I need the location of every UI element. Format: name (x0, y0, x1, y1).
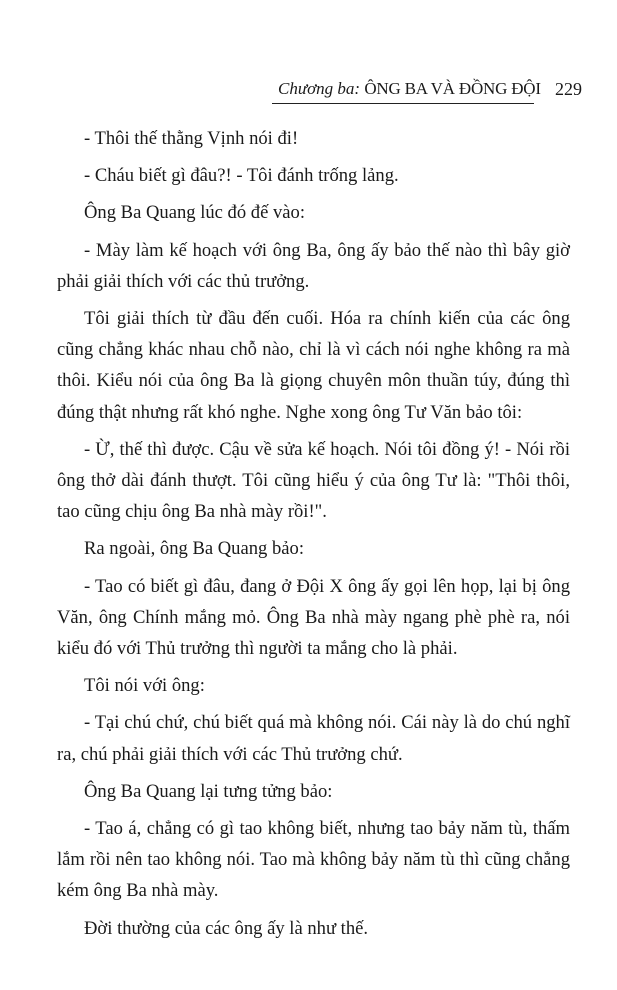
header-rule (272, 103, 534, 104)
paragraph-8: - Tao có biết gì đâu, đang ở Đội X ông ấy gọi lên họp, lại bị ông Văn, ông Chính mắng mỏ. Ông Ba nhà mày ngang phè phè ra, nói kiểu đó với Thủ trưởng thì người ta mắng cho là phải. (57, 575, 570, 660)
running-title (278, 78, 541, 100)
paragraph-10: - Tại chú chứ, chú biết quá mà không nói. Cái này là do chú nghĩ ra, chú phải giải thích với các Thủ trưởng chứ. (57, 712, 570, 765)
page-number: 229 (555, 79, 582, 99)
chapter-name: ÔNG BA VÀ ĐỒNG ĐỘI (364, 79, 541, 98)
paragraph-13: Đời thường của các ông ấy là như thế. (84, 917, 369, 939)
paragraph-3: Ông Ba Quang lúc đó đế vào: (84, 202, 306, 224)
paragraph-4: - Mày làm kế hoạch với ông Ba, ông ấy bảo thế nào thì bây giờ phải giải thích với các thủ trưởng. (57, 239, 570, 292)
paragraph-1: - Thôi thế thằng Vịnh nói đi! (84, 128, 299, 149)
paragraph-9: Tôi nói với ông: (84, 675, 205, 697)
paragraph-12: - Tao á, chẳng có gì tao không biết, nhưng tao bảy năm tù, thấm lắm rồi nên tao không nói. Tao mà không bảy năm tù thì cũng chẳng kém ông Ba nhà mày. (57, 818, 570, 902)
body-text (57, 123, 570, 944)
running-header (272, 78, 582, 102)
paragraph-5: Tôi giải thích từ đầu đến cuối. Hóa ra chính kiến của các ông cũng chẳng khác nhau chỗ nào, chỉ là vì cách nói nghe không ra mà thôi. Kiểu nói của ông Ba là giọng chuyên môn thuần túy, đúng thì đúng thật nhưng rất khó nghe. Nghe xong ông Tư Văn bảo tôi: (57, 308, 570, 423)
paragraph-7: Ra ngoài, ông Ba Quang bảo: (84, 538, 304, 560)
paragraph-11: Ông Ba Quang lại tưng tửng bảo: (84, 780, 333, 802)
paragraph-6: - Ừ, thế thì được. Cậu về sửa kế hoạch. Nói tôi đồng ý! - Nói rồi ông thở dài đánh thượt. Tôi cũng hiểu ý của ông Tư là: "Thôi thôi, tao cũng chịu ông Ba nhà mày rồi!". (57, 438, 570, 523)
paragraph-2: - Cháu biết gì đâu?! - Tôi đánh trống lảng. (84, 165, 399, 187)
chapter-label: Chương ba: (278, 79, 361, 98)
